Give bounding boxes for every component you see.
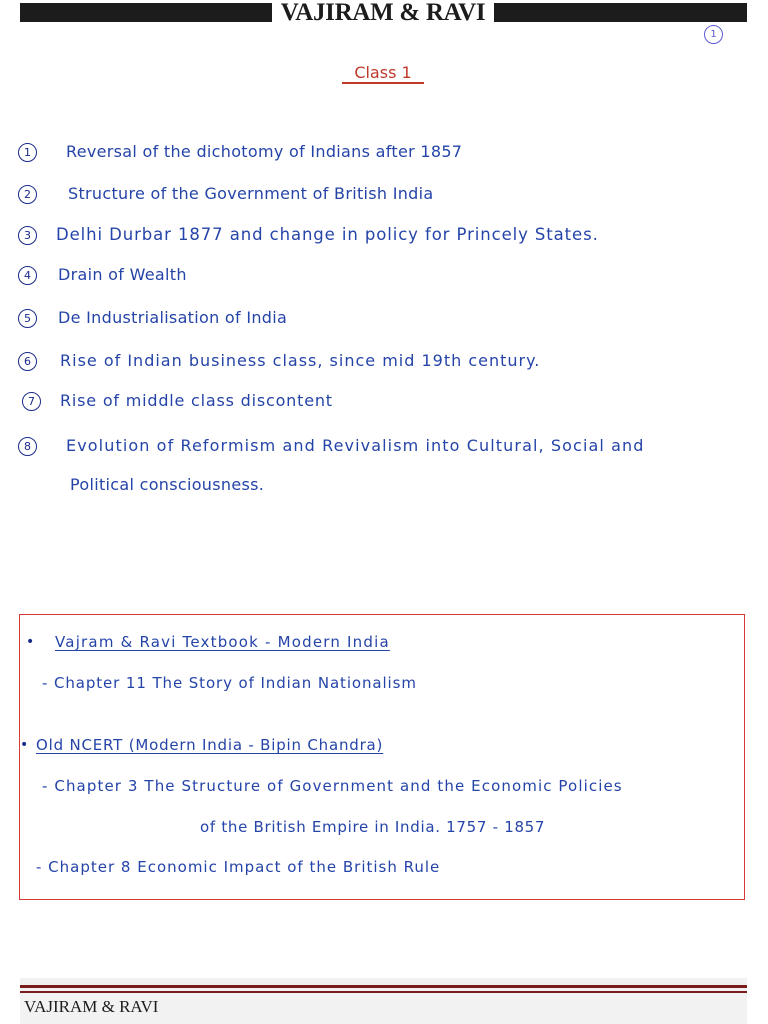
topic-item <box>18 309 758 339</box>
topic-item <box>18 143 758 173</box>
reference-chapter: - Chapter 11 The Story of Indian Nationalism <box>42 674 417 692</box>
topic-number: 1 <box>18 143 37 162</box>
class-title: Class 1 <box>354 63 412 82</box>
reference-chapter: - Chapter 3 The Structure of Government and the Economic Policies <box>42 777 623 795</box>
topic-text: Evolution of Reformism and Revivalism into Cultural, Social and <box>66 436 645 455</box>
topic-item <box>18 266 758 296</box>
reference-source-title: Vajram & Ravi Textbook - Modern India <box>55 633 390 651</box>
topic-number: 6 <box>18 352 37 371</box>
topic-item <box>18 436 758 494</box>
footer-rule-thick <box>20 985 747 988</box>
topic-text: Rise of Indian business class, since mid 19th century. <box>60 351 541 370</box>
topic-number: 3 <box>18 226 37 245</box>
topic-item <box>18 185 758 215</box>
topic-item <box>18 226 758 256</box>
page-number: 1 <box>704 25 723 44</box>
topic-text: Reversal of the dichotomy of Indians after 1857 <box>66 142 463 161</box>
topic-text: De Industrialisation of India <box>58 308 288 327</box>
topic-number: 5 <box>18 309 37 328</box>
topic-text-continuation: Political consciousness. <box>70 475 265 494</box>
topic-text: Structure of the Government of British India <box>68 184 434 203</box>
reference-source-title: Old NCERT (Modern India - Bipin Chandra) <box>36 736 384 754</box>
topic-number: 4 <box>18 266 37 285</box>
footer-text: VAJIRAM & RAVI <box>24 997 159 1016</box>
topic-item <box>18 392 758 422</box>
bullet-icon: • <box>20 737 29 753</box>
topic-number: 2 <box>18 185 37 204</box>
reference-chapter: - Chapter 8 Economic Impact of the British Rule <box>36 858 441 876</box>
header-bar-left <box>20 3 272 22</box>
footer-rule-thin <box>20 991 747 993</box>
topic-item <box>18 352 758 382</box>
topic-text: Rise of middle class discontent <box>60 391 333 410</box>
topic-number: 8 <box>18 437 37 456</box>
topic-text: Drain of Wealth <box>58 265 187 284</box>
topic-number: 7 <box>22 392 41 411</box>
class-title-underline <box>342 82 424 84</box>
header-title: VAJIRAM & RAVI <box>280 0 486 26</box>
topic-text: Delhi Durbar 1877 and change in policy for Princely States. <box>56 225 599 244</box>
header-bar-right <box>494 3 747 22</box>
bullet-icon: • <box>26 634 35 650</box>
reference-chapter-continuation: of the British Empire in India. 1757 - 1857 <box>200 818 546 836</box>
